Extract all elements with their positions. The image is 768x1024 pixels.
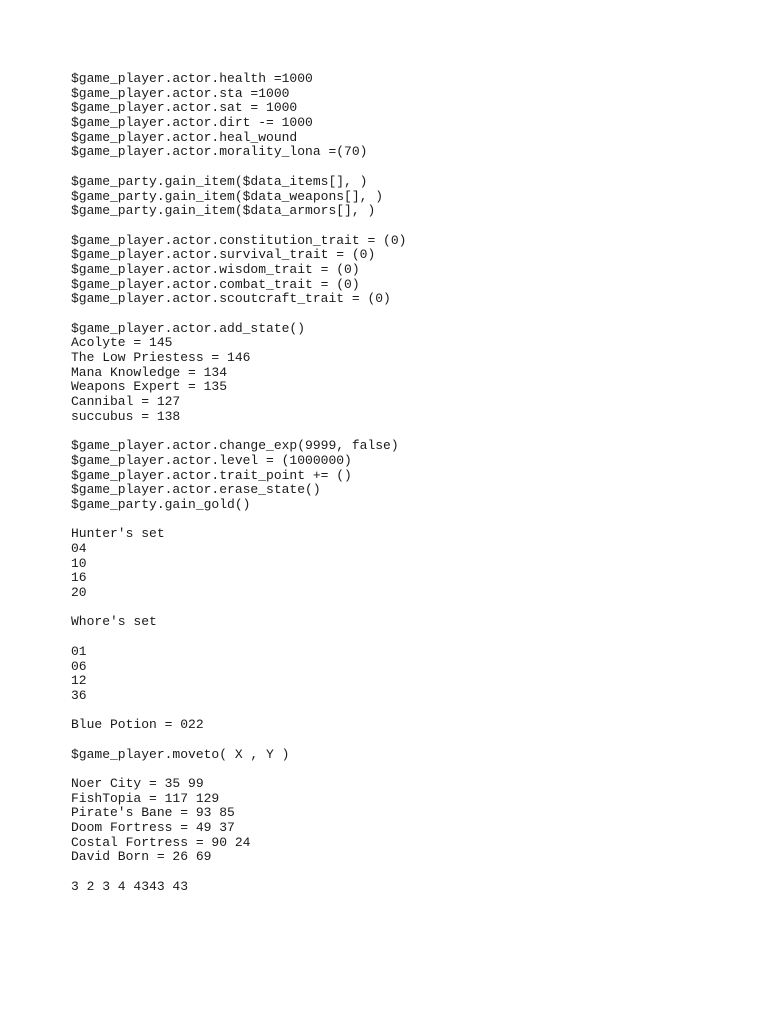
text-line: $game_player.actor.erase_state() <box>71 482 321 498</box>
whores-set-heading-block <box>71 615 731 630</box>
text-line: succubus = 138 <box>71 408 181 424</box>
text-line: $game_party.gain_gold() <box>71 496 251 512</box>
blue-potion-block <box>71 718 731 733</box>
text-line: Mana Knowledge = 134 <box>71 364 228 380</box>
text-line: $game_player.actor.trait_point += () <box>71 467 352 483</box>
text-line: Weapons Expert = 135 <box>71 379 228 395</box>
text-line: The Low Priestess = 146 <box>71 350 251 366</box>
text-line: 06 <box>71 658 87 674</box>
text-line: $game_player.actor.sat = 1000 <box>71 100 298 116</box>
text-line: $game_party.gain_item($data_items[], ) <box>71 173 368 189</box>
text-line: $game_player.actor.sta =1000 <box>71 85 290 101</box>
text-line: $game_player.actor.heal_wound <box>71 129 298 145</box>
text-line: $game_player.actor.combat_trait = (0) <box>71 276 360 292</box>
text-line: $game_party.gain_item($data_weapons[], ) <box>71 188 384 204</box>
whores-set-items-block <box>71 645 731 704</box>
text-line: 10 <box>71 555 87 571</box>
hunters-set-block <box>71 527 731 600</box>
text-line: $game_player.actor.wisdom_trait = (0) <box>71 261 360 277</box>
text-line: Doom Fortress = 49 37 <box>71 820 235 836</box>
text-line: Hunter's set <box>71 526 165 542</box>
text-line: 3 2 3 4 4343 43 <box>71 878 189 894</box>
text-line: 16 <box>71 570 87 586</box>
text-line: 36 <box>71 687 87 703</box>
actor-stats-block <box>71 72 731 160</box>
text-line: David Born = 26 69 <box>71 849 212 865</box>
text-line: $game_player.moveto( X , Y ) <box>71 746 290 762</box>
text-line: 20 <box>71 585 87 601</box>
text-line: Acolyte = 145 <box>71 335 173 351</box>
text-line: Pirate's Bane = 93 85 <box>71 805 235 821</box>
text-line: $game_player.actor.health =1000 <box>71 71 313 86</box>
locations-block <box>71 777 731 865</box>
exp-level-block <box>71 439 731 512</box>
gain-item-block <box>71 175 731 219</box>
text-line: $game_player.actor.survival_trait = (0) <box>71 247 376 263</box>
text-line: $game_player.actor.add_state() <box>71 320 306 336</box>
text-line: FishTopia = 117 129 <box>71 790 220 806</box>
text-line: 04 <box>71 541 87 556</box>
text-line: 01 <box>71 643 87 659</box>
text-line: 12 <box>71 673 87 689</box>
text-line: Costal Fortress = 90 24 <box>71 834 251 850</box>
moveto-block <box>71 748 731 763</box>
text-line: $game_player.actor.level = (1000000) <box>71 452 352 468</box>
text-line: Cannibal = 127 <box>71 394 181 410</box>
states-block <box>71 322 731 425</box>
text-line: Blue Potion = 022 <box>71 717 204 733</box>
document-body <box>71 72 731 909</box>
text-line: $game_player.actor.scoutcraft_trait = (0) <box>71 291 391 307</box>
text-line: Noer City = 35 99 <box>71 776 204 791</box>
text-line: $game_player.actor.constitution_trait = (0) <box>71 232 407 248</box>
text-line: $game_player.actor.change_exp(9999, false) <box>71 438 399 454</box>
text-line: $game_party.gain_item($data_armors[], ) <box>71 203 376 219</box>
text-line: Whore's set <box>71 614 157 630</box>
numbers-block <box>71 880 731 895</box>
text-line: $game_player.actor.dirt -= 1000 <box>71 115 313 131</box>
text-line: $game_player.actor.morality_lona =(70) <box>71 144 368 160</box>
traits-block <box>71 234 731 307</box>
